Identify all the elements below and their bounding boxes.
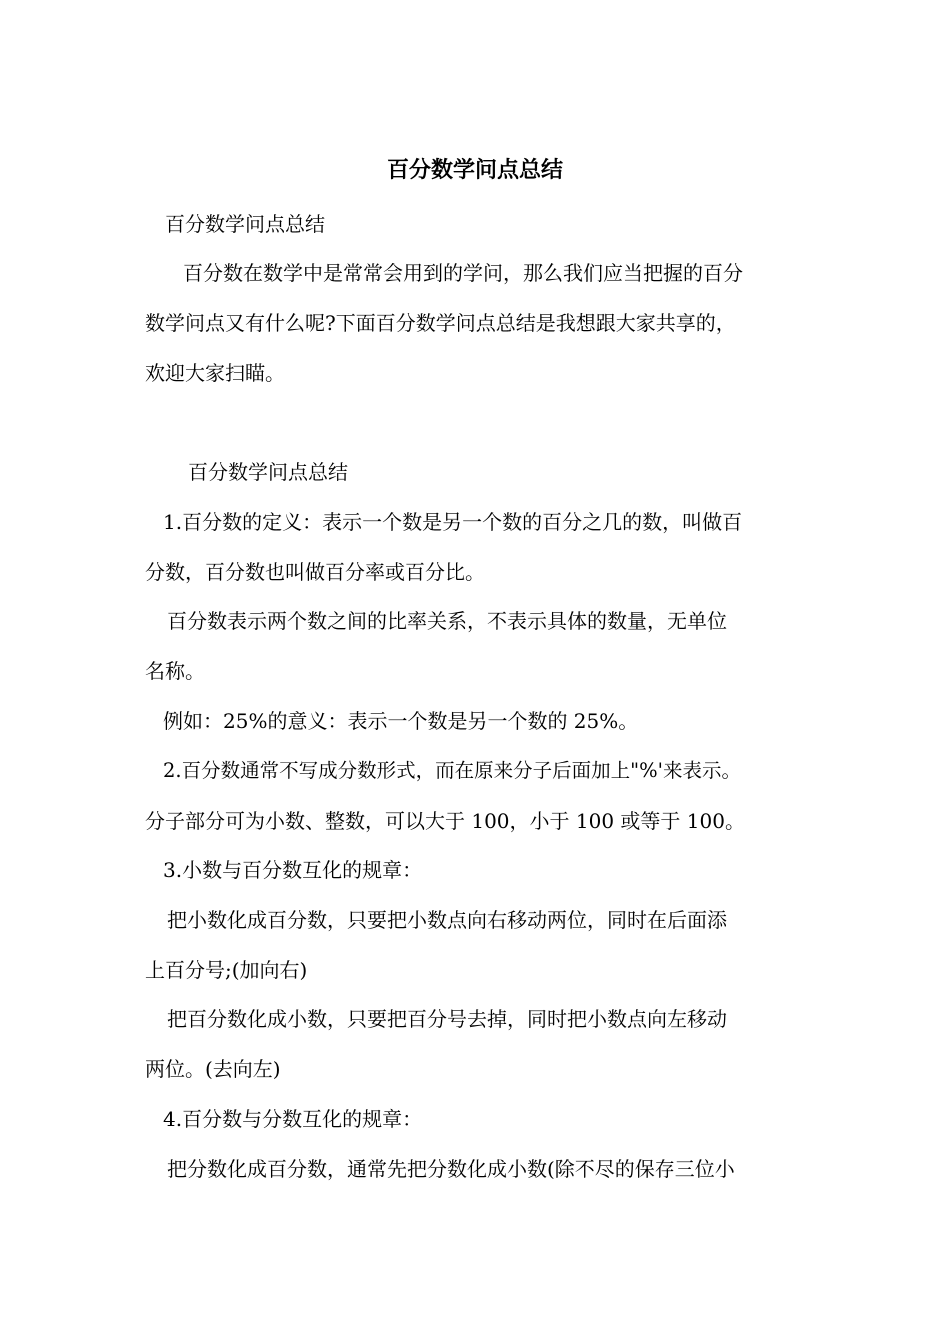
section-heading: 百分数学问点总结 (188, 460, 348, 484)
text-line: 百分数表示两个数之间的比率关系，不表示具体的数量，无单位 (167, 609, 727, 633)
text-line: 名称。 (145, 659, 205, 683)
text-line: 3.小数与百分数互化的规章： (163, 858, 423, 882)
text-line: 百分数在数学中是常常会用到的学问，那么我们应当把握的百分 (183, 261, 743, 285)
text-line: 4.百分数与分数互化的规章： (163, 1107, 423, 1131)
text-line: 两位。(去向左) (145, 1057, 281, 1081)
text-line: 2.百分数通常不写成分数形式，而在原来分子后面加上"%'来表示。 (163, 759, 741, 782)
text-line-subtitle: 百分数学问点总结 (165, 212, 325, 236)
document-title: 百分数学问点总结 (386, 157, 563, 183)
text-line: 欢迎大家扫瞄。 (145, 361, 285, 385)
text-line: 1.百分数的定义：表示一个数是另一个数的百分之几的数，叫做百 (163, 510, 743, 534)
text-line: 例如：25%的意义：表示一个数是另一个数的 25%。 (163, 709, 639, 733)
text-line: 分子部分可为小数、整数，可以大于 100，小于 100 或等于 100。 (145, 809, 745, 833)
text-line: 把小数化成百分数，只要把小数点向右移动两位，同时在后面添 (167, 908, 727, 932)
text-line: 分数，百分数也叫做百分率或百分比。 (145, 560, 485, 584)
text-line: 把百分数化成小数，只要把百分号去掉，同时把小数点向左移动 (167, 1007, 727, 1031)
text-line: 上百分号;(加向右) (145, 958, 308, 982)
text-line: 数学问点又有什么呢?下面百分数学问点总结是我想跟大家共享的， (145, 311, 736, 335)
text-line: 把分数化成百分数，通常先把分数化成小数(除不尽的保存三位小 (167, 1157, 735, 1181)
